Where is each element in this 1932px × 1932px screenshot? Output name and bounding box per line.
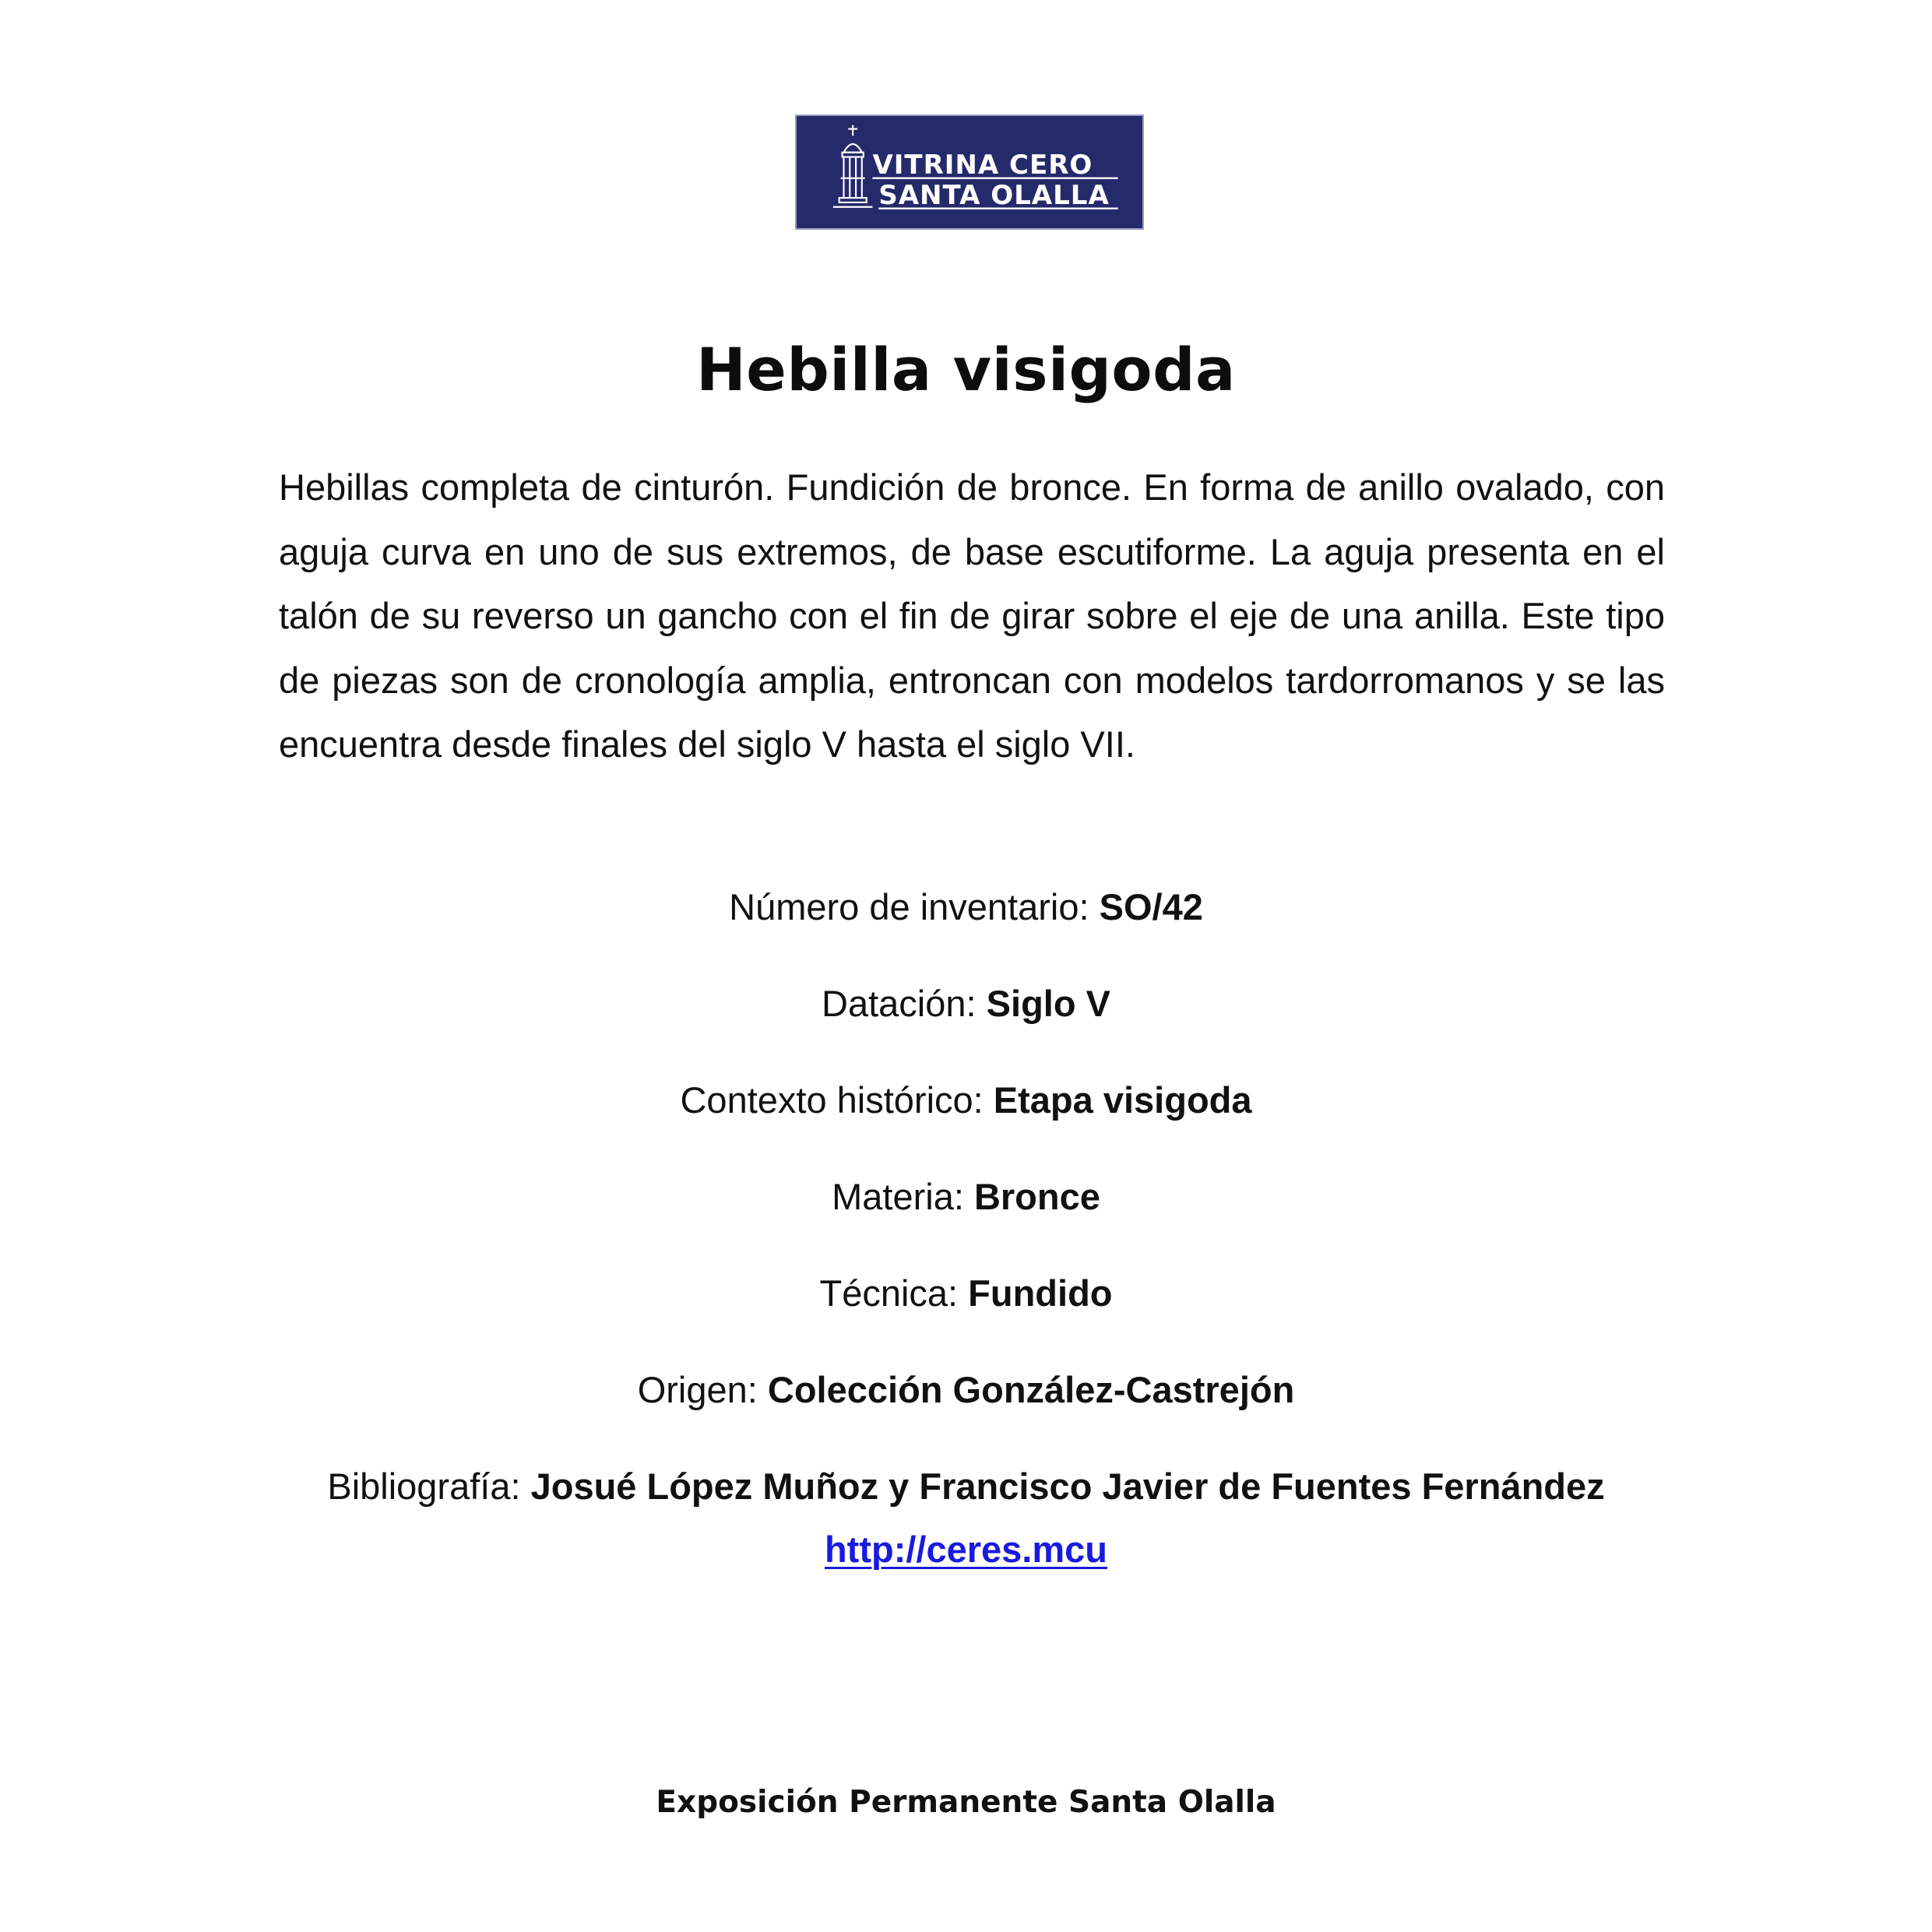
field-value: Josué López Muñoz y Francisco Javier de Fuentes Fernández [530, 1466, 1605, 1507]
field-technique [0, 1266, 1932, 1321]
vitrina-cero-logo [795, 114, 1144, 230]
description-paragraph: Hebillas completa de cinturón. Fundición de bronce. En forma de anillo ovalado, con aguja curva en uno de sus extremos, de base escutiforme. La aguja presenta en el talón de su reverso un gancho con el fin de girar sobre el eje de una anilla. Este tipo de piezas son de cronología amplia, entroncan con modelos tardorromanos y se las encuentra desde finales del siglo V hasta el siglo VII. [279, 466, 1665, 765]
logo-line1: VITRINA CERO [872, 149, 1093, 181]
field-label: Técnica: [819, 1272, 969, 1314]
field-label: Número de inventario: [729, 886, 1100, 927]
field-value: Etapa visigoda [993, 1079, 1252, 1121]
page-title: Hebilla visigoda [696, 335, 1236, 404]
field-origin [0, 1363, 1932, 1417]
logo-line2: SANTA OLALLA [878, 179, 1110, 211]
field-value: Fundido [968, 1272, 1113, 1314]
field-value: Colección González-Castrejón [767, 1369, 1295, 1410]
field-historical-context [0, 1073, 1932, 1128]
field-value: Bronce [973, 1176, 1100, 1217]
field-inventory-number [0, 880, 1932, 934]
field-material [0, 1170, 1932, 1224]
field-value: Siglo V [986, 983, 1110, 1024]
footer-text: Exposición Permanente Santa Olalla [656, 1785, 1276, 1820]
field-label: Origen: [637, 1369, 768, 1410]
field-label: Contexto histórico: [680, 1079, 994, 1121]
ceres-link[interactable]: http://ceres.mcu [824, 1529, 1108, 1570]
field-value: SO/42 [1099, 886, 1203, 927]
field-label: Bibliografía: [327, 1466, 531, 1507]
field-label: Datación: [822, 983, 987, 1024]
bibliography-link-row [0, 1522, 1932, 1577]
field-bibliography [0, 1459, 1932, 1514]
field-label: Materia: [832, 1176, 974, 1217]
field-dating [0, 977, 1932, 1031]
tower-icon [833, 125, 873, 207]
